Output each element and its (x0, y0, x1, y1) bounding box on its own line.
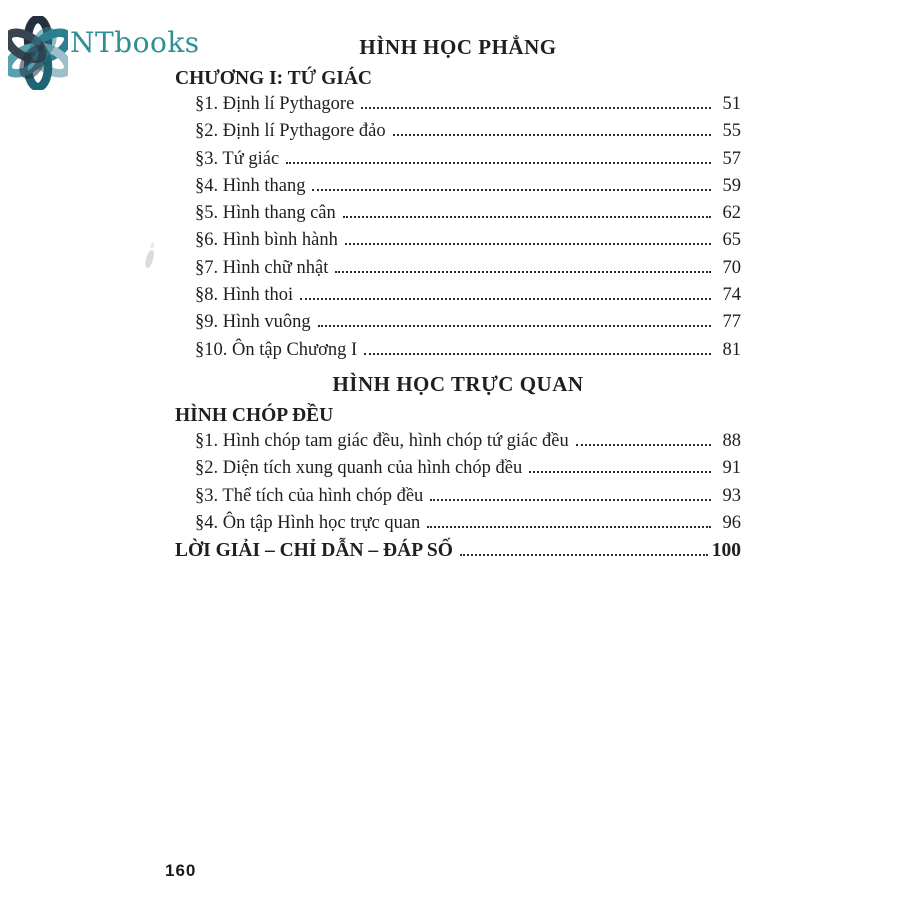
part2-entries (175, 431, 741, 540)
toc-entry-label: §3. Tứ giác (195, 148, 280, 169)
toc-entry-label: §7. Hình chữ nhật (195, 257, 329, 278)
dot-leader (576, 444, 711, 446)
toc-entry-label: §1. Định lí Pythagore (195, 94, 355, 114)
dot-leader (393, 134, 711, 136)
toc-entry-label: §2. Định lí Pythagore đảo (195, 121, 386, 142)
toc-entry-page: 57 (722, 148, 741, 169)
ntbooks-logo (8, 16, 200, 90)
toc-entry-page: 51 (722, 94, 741, 114)
part2-chapter-heading: HÌNH CHÓP ĐỀU (175, 404, 334, 426)
toc-row (175, 285, 741, 312)
toc-row (175, 94, 741, 121)
dot-leader (286, 162, 711, 164)
part1-entries (175, 94, 741, 367)
toc-entry-label: §4. Hình thang (195, 175, 306, 196)
dot-leader (312, 189, 711, 191)
dot-leader (345, 243, 711, 245)
toc-entry-page: 59 (722, 175, 741, 196)
toc-row (175, 513, 741, 540)
toc-row (175, 121, 741, 148)
dot-leader (343, 216, 711, 218)
toc-entry-page: 62 (722, 203, 741, 224)
toc-entry-label: §5. Hình thang cân (195, 203, 336, 224)
page-number: 160 (165, 861, 197, 880)
toc-row (175, 176, 741, 203)
toc-entry-page: 77 (722, 312, 741, 333)
dot-leader (335, 271, 711, 273)
toc-entry-page: 88 (722, 430, 741, 451)
part2-title: HÌNH HỌC TRỰC QUAN (332, 371, 584, 396)
toc-row (175, 230, 741, 257)
dot-leader (427, 526, 711, 528)
dot-leader (361, 107, 711, 109)
knot-flower-icon (8, 16, 68, 90)
brand-text: NTbooks (70, 25, 200, 59)
toc-entry-page: 70 (722, 257, 741, 278)
toc-entry-page: 55 (722, 121, 741, 142)
dot-leader (460, 554, 708, 556)
toc-row (175, 340, 741, 367)
toc-entry-page: 100 (711, 540, 741, 562)
dot-leader (300, 298, 711, 300)
toc-entry-page: 96 (722, 512, 741, 533)
toc-entry-label: §3. Thể tích của hình chóp đều (195, 485, 424, 506)
toc-row (175, 458, 741, 485)
toc-row (175, 258, 741, 285)
toc-entry-page: 93 (722, 485, 741, 506)
toc-entry-label: LỜI GIẢI – CHỈ DẪN – ĐÁP SỐ (175, 540, 453, 562)
toc-entry-page: 91 (722, 458, 741, 479)
toc-entry-label: §9. Hình vuông (195, 312, 311, 333)
dot-leader (430, 499, 711, 501)
toc-entry-page: 65 (722, 230, 741, 251)
toc-entry-label: §2. Diện tích xung quanh của hình chóp đều (195, 458, 523, 479)
table-of-contents (175, 34, 741, 569)
toc-entry-label: §10. Ôn tập Chương I (195, 339, 358, 360)
solutions-row (175, 540, 741, 569)
dot-leader (318, 325, 711, 327)
toc-entry-label: §4. Ôn tập Hình học trực quan (195, 512, 421, 533)
toc-entry-page: 74 (722, 285, 741, 306)
toc-row (175, 312, 741, 339)
dot-leader (364, 353, 711, 355)
part1-chapter-heading: CHƯƠNG I: TỨ GIÁC (175, 68, 372, 89)
toc-row (175, 203, 741, 230)
toc-row (175, 149, 741, 176)
toc-entry-label: §1. Hình chóp tam giác đều, hình chóp tứ giác đều (195, 430, 569, 451)
part1-title: HÌNH HỌC PHẲNG (359, 35, 557, 59)
toc-entry-label: §6. Hình bình hành (195, 230, 338, 251)
toc-entry-page: 81 (722, 339, 741, 360)
toc-row (175, 486, 741, 513)
scan-smudge-mark (144, 249, 155, 268)
dot-leader (529, 471, 711, 473)
toc-entry-label: §8. Hình thoi (195, 285, 294, 306)
toc-row (175, 431, 741, 458)
